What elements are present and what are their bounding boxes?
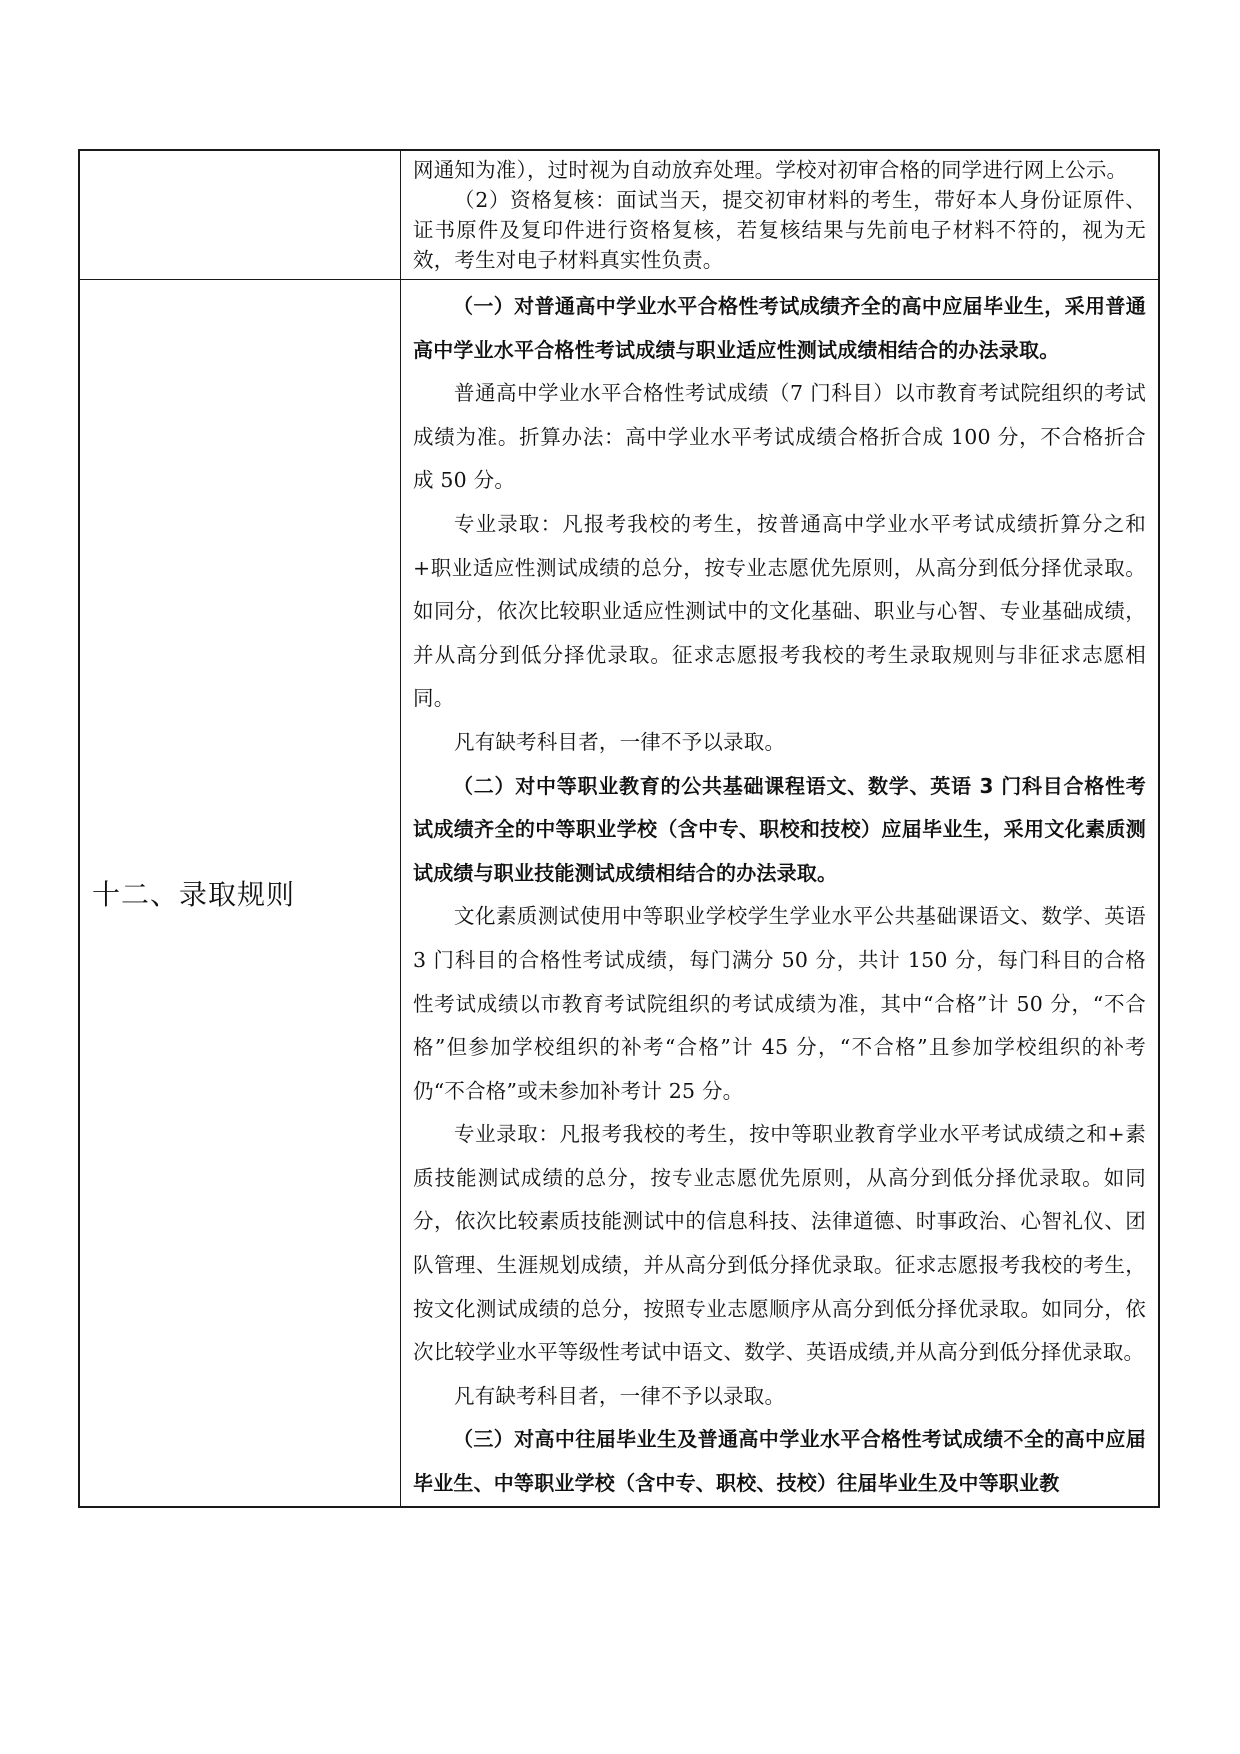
section2-paragraph-major-admission: 专业录取：凡报考我校的考生，按中等职业教育学业水平考试成绩之和+素质技能测试成绩的总分，按专业志愿优先原则，从高分到低分择优录取。如同分，依次比较素质技能测试中的信息科技、法律道德、时事政治、心智礼仪、团队管理、生涯规划成绩，并从高分到低分择优录取。征求志愿报考我校的考生，按文化测试成绩的总分，按照专业志愿顺序从高分到低分择优录取。如同分，依次比较学业水平等级性考试中语文、数学、英语成绩,并从高分到低分择优录取。: [413, 1122, 1146, 1365]
row-label-cell: [79, 280, 401, 1507]
row-label-admission-rules: 十二、录取规则: [92, 877, 296, 911]
review-paragraph-requalification: （2）资格复核：面试当天，提交初审材料的考生，带好本人身份证原件、证书原件及复印件进行资格复核，若复核结果与先前电子材料不符的，视为无效，考生对电子材料真实性负责。: [413, 188, 1146, 272]
section1-paragraph-major-admission: 专业录取：凡报考我校的考生，按普通高中学业水平考试成绩折算分之和+职业适应性测试成绩的总分，按专业志愿优先原则，从高分到低分择优录取。如同分，依次比较职业适应性测试中的文化基础、职业与心智、专业基础成绩，并从高分到低分择优录取。征求志愿报考我校的考生录取规则与非征求志愿相同。: [413, 511, 1146, 711]
section1-heading: （一）对普通高中学业水平合格性考试成绩齐全的高中应届毕业生，采用普通高中学业水平合格性考试成绩与职业适应性测试成绩相结合的办法录取。: [413, 294, 1146, 362]
section2-paragraph-culture-test: 文化素质测试使用中等职业学校学生学业水平公共基础课语文、数学、英语 3 门科目的合格性考试成绩，每门满分 50 分，共计 150 分，每门科目的合格性考试成绩以市教育考试院组织的考试成绩为准，其中“合格”计 50 分，“不合格”但参加学校组织的补考“合格”计 45 分，“不合格”且参加学校组织的补考仍“不合格”或未参加补考计 25 分。: [413, 904, 1146, 1103]
row-content-cell-review: [401, 150, 1160, 280]
section2-paragraph-absence-rule: 凡有缺考科目者，一律不予以录取。: [454, 1383, 786, 1408]
section2-heading: （二）对中等职业教育的公共基础课程语文、数学、英语 3 门科目合格性考试成绩齐全的中等职业学校（含中专、职校和技校）应届毕业生，采用文化素质测试成绩与职业技能测试成绩相结合的办法录取。: [413, 773, 1146, 885]
review-paragraph-continued: 网通知为准），过时视为自动放弃处理。学校对初审合格的同学进行网上公示。: [413, 158, 1128, 182]
table-row-previous: [79, 150, 1159, 280]
review-text-block: [401, 151, 1158, 279]
row-content-cell-admission: [401, 280, 1160, 1507]
document-table: [78, 149, 1160, 1508]
table-row-admission-rules: [79, 280, 1159, 1507]
section3-heading: （三）对高中往届毕业生及普通高中学业水平合格性考试成绩不全的高中应届毕业生、中等职业学校（含中专、职校、技校）往届毕业生及中等职业教: [413, 1427, 1146, 1496]
row-label-cell-empty: [79, 150, 401, 280]
admission-rules-text-block: [401, 280, 1158, 1506]
section1-paragraph-absence-rule: 凡有缺考科目者，一律不予以录取。: [454, 729, 786, 754]
section1-paragraph-score-conversion: 普通高中学业水平合格性考试成绩（7 门科目）以市教育考试院组织的考试成绩为准。折算办法：高中学业水平考试成绩合格折合成 100 分，不合格折合成 50 分。: [413, 381, 1146, 493]
